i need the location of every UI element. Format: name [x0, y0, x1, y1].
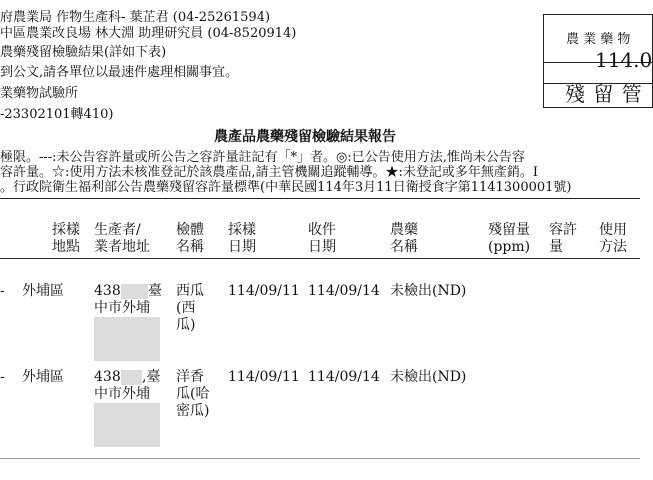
row-producer-address: 中市外埔	[94, 300, 150, 316]
row-specimen-2: (西	[176, 300, 196, 316]
header-line-5: 業藥物試驗所	[0, 86, 79, 101]
doc-box-label: 殘 留 管	[565, 82, 643, 106]
row-location: 外埔區	[22, 369, 64, 385]
redaction-block	[94, 403, 160, 447]
th-method-1: 使用	[599, 222, 627, 238]
th-specimen-1: 檢體	[176, 222, 204, 238]
row-sample-date: 114/09/11	[228, 283, 300, 299]
doc-box-number: 114.0	[595, 48, 653, 72]
header-line-6: -23302101轉410)	[0, 107, 114, 122]
th-location-1: 採樣	[52, 222, 80, 238]
row-producer-city: 臺	[148, 283, 162, 299]
redaction-block	[94, 317, 160, 361]
report-note-3: 。行政院衛生福利部公告農藥殘留容許量標準(中華民國114年3月11日衛授食字第1141300001號)	[0, 180, 572, 195]
header-line-1: 府農業局 作物生產科- 葉芷君 (04-25261594)	[0, 10, 271, 25]
th-method-2: 方法	[599, 239, 627, 255]
row-result: 未檢出(ND)	[390, 283, 467, 299]
row-specimen-1: 洋香	[176, 369, 204, 385]
th-location-2: 地點	[52, 239, 80, 255]
row-result: 未檢出(ND)	[390, 369, 467, 385]
th-producer-2: 業者地址	[94, 239, 150, 255]
row-producer-city: ,臺	[142, 369, 161, 385]
th-residue-1: 殘留量	[488, 222, 530, 238]
report-note-1: 極限。---:未公告容許量或所公告之容許量註記有「*」者。◎:已公告使用方法,惟尚未公告容	[0, 150, 525, 165]
doc-box-title: 農 業 藥 物	[566, 32, 631, 47]
row-dash: -	[0, 369, 5, 385]
row-receive-date: 114/09/14	[308, 369, 380, 385]
row-sample-date: 114/09/11	[228, 369, 300, 385]
redaction-block	[121, 284, 148, 299]
header-line-3: 農藥殘留檢驗結果(詳如下表)	[0, 45, 167, 60]
th-tolerance-1: 容許	[549, 222, 577, 238]
row-receive-date: 114/09/14	[308, 283, 380, 299]
report-title: 農產品農藥殘留檢驗結果報告	[214, 129, 396, 145]
header-line-4: 到公文,請各單位以最速件處理相關事宜。	[0, 65, 239, 80]
table-top-border	[0, 198, 640, 199]
row-specimen-3: 瓜)	[176, 317, 196, 333]
th-tolerance-2: 量	[549, 239, 563, 255]
table-header-border	[0, 258, 640, 259]
row-producer-postal: 438	[94, 369, 121, 385]
table-bottom-border	[0, 458, 640, 459]
row-dash: -	[0, 283, 5, 299]
redaction-block	[121, 370, 142, 385]
row-specimen-1: 西瓜	[176, 283, 204, 299]
row-producer-address: 中市外埔	[94, 386, 150, 402]
th-pesticide-2: 名稱	[390, 239, 418, 255]
th-receive-date-2: 日期	[308, 239, 336, 255]
row-specimen-2: 瓜(哈	[176, 386, 210, 402]
th-sample-date-2: 日期	[228, 239, 256, 255]
row-specimen-3: 密瓜)	[176, 403, 210, 419]
th-producer-1: 生產者/	[94, 222, 141, 238]
row-location: 外埔區	[22, 283, 64, 299]
header-line-2: 中區農業改良場 林大淵 助理研究員 (04-8520914)	[0, 26, 297, 41]
row-producer-postal: 438	[94, 283, 121, 299]
report-note-2: 容許量。☆:使用方法未核准登記於該農產品,請主管機關追蹤輔導。★:未登記或多年無產銷。I	[0, 165, 539, 180]
th-specimen-2: 名稱	[176, 239, 204, 255]
th-residue-2: (ppm)	[488, 239, 531, 255]
th-receive-date-1: 收件	[308, 222, 336, 238]
th-pesticide-1: 農藥	[390, 222, 418, 238]
th-sample-date-1: 採樣	[228, 222, 256, 238]
